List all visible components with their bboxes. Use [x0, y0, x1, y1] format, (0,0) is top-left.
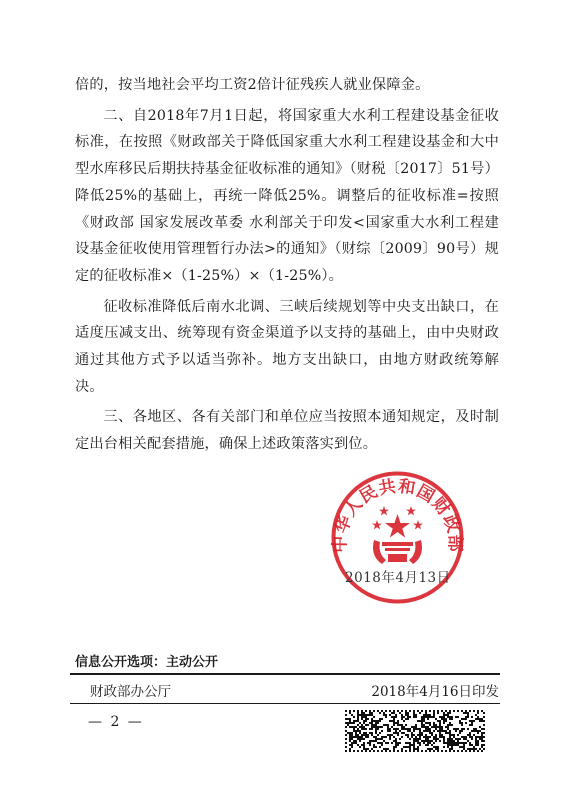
paragraph-4: 三、各地区、各有关部门和单位应当按照本通知规定，及时制定出台相关配套措施，确保上述政策落实到位。: [75, 409, 499, 453]
disclosure-option: 信息公开选项：主动公开: [75, 655, 219, 670]
divider-thin: [70, 703, 500, 704]
sign-date: 2018年4月13日: [345, 570, 451, 586]
document-body: [75, 72, 499, 458]
paragraph-1: 倍的，按当地社会平均工资2倍计征残疾人就业保障金。: [75, 77, 430, 93]
seal-emblem-icon: [372, 506, 423, 564]
barcode-icon: [345, 710, 485, 752]
issuer-office: 财政部办公厅: [90, 684, 171, 700]
paragraph-2: 二、自2018年7月1日起，将国家重大水利工程建设基金征收标准，在按照《财政部关于降低国家重大水利工程建设基金和大中型水库移民后期扶持基金征收标准的通知》（财税〔2017〕51号）降低25%的基础上，再统一降低25%。调整后的征收标准=按照《财政部 国家发展改革委 水利部关于印发<国家重大水利工程建设基金征收使用管理暂行办法>的通知》（财综〔2009〕90号）规定的征收标准×（1-25%）×（1-25%）。: [75, 107, 499, 284]
paragraph-3: 征收标准降低后南水北调、三峡后续规划等中央支出缺口，在适度压减支出、统筹现有资金渠道予以支持的基础上，由中央财政通过其他方式予以适当弥补。地方支出缺口，由地方财政统筹解决。: [75, 298, 499, 395]
print-date: 2018年4月16日印发: [371, 684, 499, 700]
seal-text: 中华人民共和国财政部: [330, 476, 465, 553]
divider-thick: [70, 673, 500, 675]
page-number: — 2 —: [88, 714, 144, 730]
